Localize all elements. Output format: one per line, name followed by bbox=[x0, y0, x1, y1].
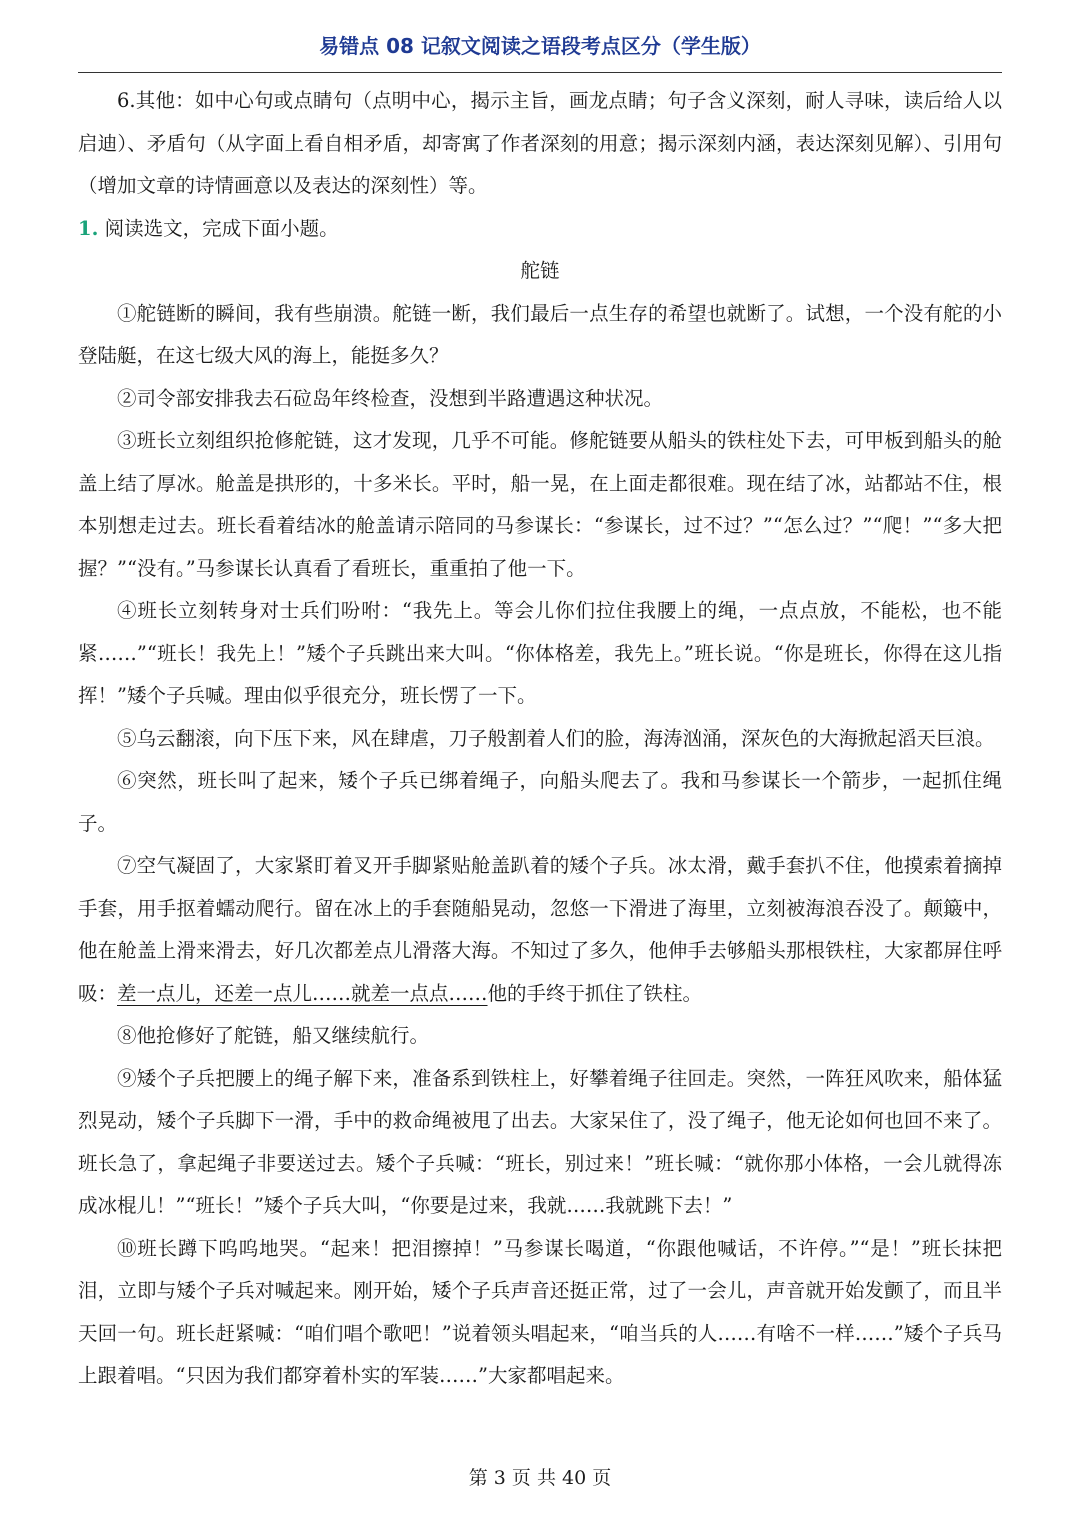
question-line bbox=[78, 208, 1002, 251]
article-paragraph-5: ⑤乌云翻滚，向下压下来，风在肆虐，刀子般割着人们的脸，海涛汹涌，深灰色的大海掀起滔天巨浪。 bbox=[117, 726, 995, 750]
article-paragraph-10: ⑩班长蹲下呜呜地哭。“起来！把泪擦掉！”马参谋长喝道，“你跟他喊话，不许停。”“是！”班长抹把泪，立即与矮个子兵对喊起来。刚开始，矮个子兵声音还挺正常，过了一会儿，声音就开始发颤了，而且半天回一句。班长赶紧喊：“咱们唱个歌吧！”说着领头唱起来，“咱当兵的人……有啥不一样……”矮个子兵马上跟着唱。“只因为我们都穿着朴实的军装……”大家都唱起来。 bbox=[78, 1236, 1002, 1387]
header-divider bbox=[78, 72, 1002, 73]
paragraph-7-text-a: ⑦空气凝固了，大家紧盯着叉开手脚紧贴舱盖趴着的矮个子兵。冰太滑，戴手套扒不住，他摸索着摘掉手套，用手抠着蠕动爬行。留在冰上的手套随船晃动，忽悠一下滑进了海里，立刻被海浪吞没了。颠簸中，他在舱盖上滑来滑去，好几次都差点儿滑落大海。不知过了多久，他伸手去够船头那根铁柱，大家都屏住呼吸： bbox=[78, 854, 1002, 1005]
article-paragraph-8: ⑧他抢修好了舵链，船又继续航行。 bbox=[117, 1024, 430, 1047]
page-number-footer: 第 3 页 共 40 页 bbox=[468, 1467, 612, 1489]
question-text: 阅读选文，完成下面小题。 bbox=[104, 216, 339, 240]
article-paragraph-2: ②司令部安排我去石砬岛年终检查，没想到半路遭遇这种状况。 bbox=[117, 386, 664, 410]
article-paragraph-6: ⑥突然，班长叫了起来，矮个子兵已绑着绳子，向船头爬去了。我和马参谋长一个箭步，一起抓住绳子。 bbox=[78, 769, 1002, 835]
article-paragraph-9: ⑨矮个子兵把腰上的绳子解下来，准备系到铁柱上，好攀着绳子往回走。突然，一阵狂风吹来，船体猛烈晃动，矮个子兵脚下一滑，手中的救命绳被甩了出去。大家呆住了，没了绳子，他无论如何也回不来了。班长急了，拿起绳子非要送过去。矮个子兵喊：“班长，别过来！”班长喊：“就你那小体格，一会儿就得冻成冰棍儿！”“班长！”矮个子兵大叫，“你要是过来，我就……我就跳下去！” bbox=[78, 1066, 1002, 1217]
article-paragraph-3: ③班长立刻组织抢修舵链，这才发现，几乎不可能。修舵链要从船头的铁柱处下去，可甲板到船头的舱盖上结了厚冰。舱盖是拱形的，十多米长。平时，船一晃，在上面走都很难。现在结了冰，站都站不住，根本别想走过去。班长看着结冰的舱盖请示陪同的马参谋长：“参谋长，过不过？”“怎么过？”“爬！”“多大把握？”“没有。”马参谋长认真看了看班长，重重拍了他一下。 bbox=[78, 429, 1002, 580]
article-paragraph-4: ④班长立刻转身对士兵们吩咐：“我先上。等会儿你们拉住我腰上的绳，一点点放，不能松，也不能紧……”“班长！我先上！”矮个子兵跳出来大叫。“你体格差，我先上。”班长说。“你是班长，你得在这儿指挥！”矮个子兵喊。理由似乎很充分，班长愣了一下。 bbox=[78, 599, 1002, 707]
intro-paragraph: 6.其他：如中心句或点睛句（点明中心，揭示主旨，画龙点睛；句子含义深刻，耐人寻味，读后给人以启迪）、矛盾句（从字面上看自相矛盾，却寄寓了作者深刻的用意；揭示深刻内涵，表达深刻见解）、引用句（增加文章的诗情画意以及表达的深刻性）等。 bbox=[78, 89, 1002, 197]
question-number: 1. bbox=[78, 216, 99, 240]
article-paragraph-7 bbox=[78, 845, 1002, 1015]
article-title: 舵链 bbox=[520, 259, 560, 282]
article-paragraph-1: ①舵链断的瞬间，我有些崩溃。舵链一断，我们最后一点生存的希望也就断了。试想，一个没有舵的小登陆艇，在这七级大风的海上，能挺多久？ bbox=[78, 301, 1002, 367]
underlined-sentence: 差一点儿，还差一点儿……就差一点点…… bbox=[117, 981, 488, 1005]
page-content bbox=[78, 80, 1002, 1398]
paragraph-7-text-b: 他的手终于抓住了铁柱。 bbox=[487, 981, 703, 1005]
page-header-title: 易错点 08 记叙文阅读之语段考点区分（学生版） bbox=[319, 34, 761, 58]
